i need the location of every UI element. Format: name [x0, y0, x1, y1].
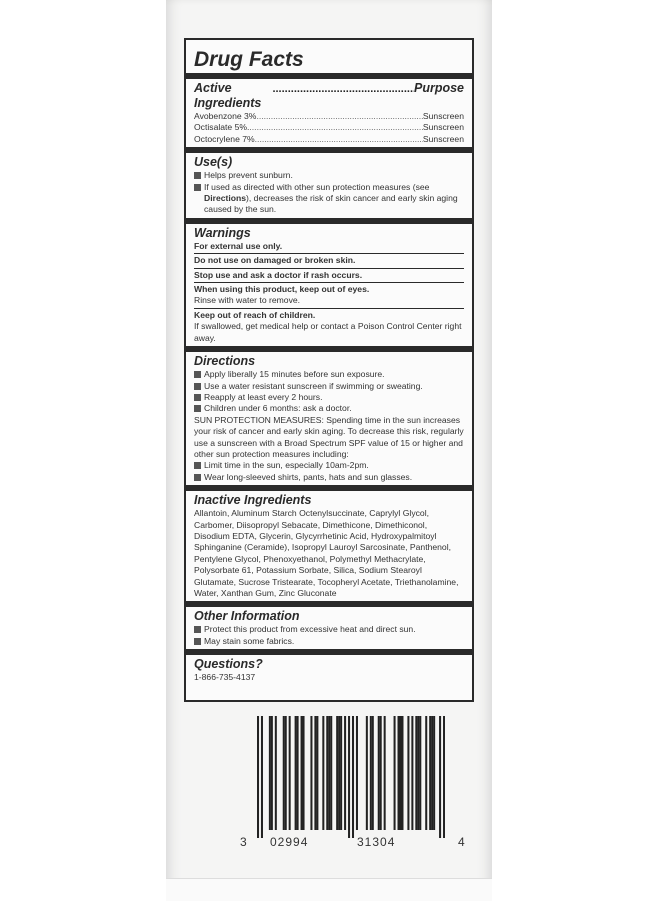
- barcode-bar: [314, 716, 316, 830]
- barcode-bar: [338, 716, 340, 830]
- warning-external: For external use only.: [194, 240, 283, 251]
- list-item: Reapply at least every 2 hours.: [194, 392, 464, 403]
- bullet-square-icon: [194, 638, 201, 645]
- barcode-bar: [261, 716, 263, 838]
- ingredient-row: Octocrylene 7% ..... Sunscreen: [194, 134, 464, 145]
- list-item: Protect this product from excessive heat and direct sun.: [194, 624, 464, 635]
- directions-header: Directions: [194, 354, 256, 369]
- list-item: Apply liberally 15 minutes before sun exposure.: [194, 369, 464, 380]
- warnings-header: Warnings: [194, 225, 251, 240]
- barcode-bar: [328, 716, 330, 830]
- barcode-bar: [394, 716, 396, 830]
- active-ingredients-section: [194, 79, 464, 147]
- barcode-bar: [340, 716, 342, 830]
- bullet-square-icon: [194, 371, 201, 378]
- barcode-bar: [316, 716, 318, 830]
- barcode-digit-first: 3: [240, 835, 247, 849]
- list-item: Limit time in the sun, especially 10am-2pm.: [194, 460, 464, 471]
- barcode-bar: [419, 716, 421, 830]
- barcode-bar: [384, 716, 386, 830]
- ingredient-row: Octisalate 5%. ..... Sunscreen: [194, 122, 464, 133]
- barcode-bar: [443, 716, 445, 838]
- bullet-square-icon: [194, 462, 201, 469]
- barcode-bar: [257, 716, 259, 838]
- barcode-bar: [372, 716, 374, 830]
- list-item: Children under 6 months: ask a doctor.: [194, 403, 464, 414]
- directions-section: [194, 352, 464, 485]
- barcode-bar: [415, 716, 417, 830]
- barcode-bar: [303, 716, 305, 830]
- questions-phone: 1-866-735-4137: [194, 672, 256, 683]
- barcode-bar: [336, 716, 338, 830]
- barcode-bar: [297, 716, 299, 830]
- barcode-bar: [289, 716, 291, 830]
- drug-facts-title: Drug Facts: [194, 48, 304, 71]
- bullet-square-icon: [194, 383, 201, 390]
- purpose-header: Purpose: [413, 81, 464, 95]
- barcode-bar: [330, 716, 332, 830]
- list-item: If used as directed with other sun protection measures (see Directions), decreases the risk of skin cancer and early skin aging caused by the sun.: [194, 182, 464, 216]
- barcode: [257, 716, 445, 838]
- inactive-ingredients-text: Allantoin, Aluminum Starch Octenylsuccinate, Caprylyl Glycol, Carbomer, Diisopropyl Sebacate, Dimethicone, Dimethiconol, Disodium EDTA, Glycerin, Glycyrrhetinic Acid, Hydroxypalmitoyl Sphinganine (Ceramide), Isopropyl Lauroyl Sarcosinate, Panthenol, Pentylene Glycol, Phenoxyethanol, Polymethyl Methacrylate, Polysorbate 61, Potassium Sorbate, Silica, Sodium Stearoyl Glutamate, Sucrose Tristearate, Tocopheryl Acetate, Triethanolamine, Water, Xanthan Gum, Zinc Gluconate: [194, 508, 459, 598]
- uses-section: [194, 153, 464, 218]
- barcode-bar: [269, 716, 271, 830]
- barcode-digit-last: 4: [458, 835, 465, 849]
- barcode-digits-left: 02994: [270, 835, 309, 849]
- warning-rinse: Rinse with water to remove.: [194, 295, 301, 306]
- bullet-square-icon: [194, 184, 201, 191]
- barcode-bar: [399, 716, 401, 830]
- drug-facts-panel: [184, 38, 474, 702]
- bullet-square-icon: [194, 394, 201, 401]
- list-item: Use a water resistant sunscreen if swimming or sweating.: [194, 381, 464, 392]
- barcode-bar: [378, 716, 380, 830]
- list-item: May stain some fabrics.: [194, 636, 464, 647]
- questions-header: Questions?: [194, 657, 263, 672]
- sun-protection-measures: SUN PROTECTION MEASURES: Spending time in the sun increases your risk of cancer and early skin aging. To decrease this risk, regularly use a sunscreen with a Broad Spectrum SPF value of 15 or higher and other sun protection measures including:: [194, 414, 464, 459]
- barcode-bar: [301, 716, 303, 830]
- warning-damaged: Do not use on damaged or broken skin.: [194, 255, 356, 266]
- barcode-bar: [275, 716, 277, 830]
- bullet-square-icon: [194, 405, 201, 412]
- warning-children: Keep out of reach of children.: [194, 309, 316, 320]
- bullet-square-icon: [194, 474, 201, 481]
- barcode-bar: [352, 716, 354, 838]
- barcode-bar: [417, 716, 419, 830]
- barcode-bar: [439, 716, 441, 838]
- barcode-bar: [326, 716, 328, 830]
- barcode-bar: [285, 716, 287, 830]
- barcode-bar: [344, 716, 346, 830]
- ingredient-row: Avobenzone 3% ..... Sunscreen: [194, 111, 464, 122]
- uses-header: Use(s): [194, 155, 233, 170]
- barcode-bar: [433, 716, 435, 830]
- warning-eyes: When using this product, keep out of eyes.: [194, 284, 370, 295]
- list-item: Helps prevent sunburn.: [194, 170, 464, 181]
- inactive-ingredients-header: Inactive Ingredients: [194, 493, 312, 508]
- barcode-bar: [283, 716, 285, 830]
- barcode-bar: [370, 716, 372, 830]
- barcode-digits-right: 31304: [357, 835, 396, 849]
- barcode-bar: [322, 716, 324, 830]
- barcode-bar: [366, 716, 368, 830]
- barcode-bar: [310, 716, 312, 830]
- barcode-bar: [295, 716, 297, 830]
- barcode-bar: [431, 716, 433, 830]
- list-item: Wear long-sleeved shirts, pants, hats and sun glasses.: [194, 472, 464, 483]
- warnings-section: [194, 224, 464, 346]
- warning-stop: Stop use and ask a doctor if rash occurs.: [194, 269, 363, 280]
- active-ingredients-header: Active Ingredients: [194, 81, 262, 110]
- other-information-header: Other Information: [194, 609, 300, 624]
- barcode-bar: [356, 716, 358, 830]
- barcode-bar: [411, 716, 413, 830]
- bullet-square-icon: [194, 626, 201, 633]
- bullet-square-icon: [194, 172, 201, 179]
- barcode-bar: [429, 716, 431, 830]
- warning-swallow: If swallowed, get medical help or contact a Poison Control Center right away.: [194, 321, 462, 343]
- questions-section: [194, 655, 464, 685]
- inactive-ingredients-section: [194, 491, 464, 601]
- barcode-bar: [401, 716, 403, 830]
- barcode-bar: [380, 716, 382, 830]
- barcode-bar: [348, 716, 350, 838]
- tube-crimp: [166, 878, 492, 901]
- barcode-bar: [271, 716, 273, 830]
- barcode-bar: [398, 716, 400, 830]
- other-information-section: [194, 607, 464, 649]
- barcode-bar: [407, 716, 409, 830]
- barcode-bar: [425, 716, 427, 830]
